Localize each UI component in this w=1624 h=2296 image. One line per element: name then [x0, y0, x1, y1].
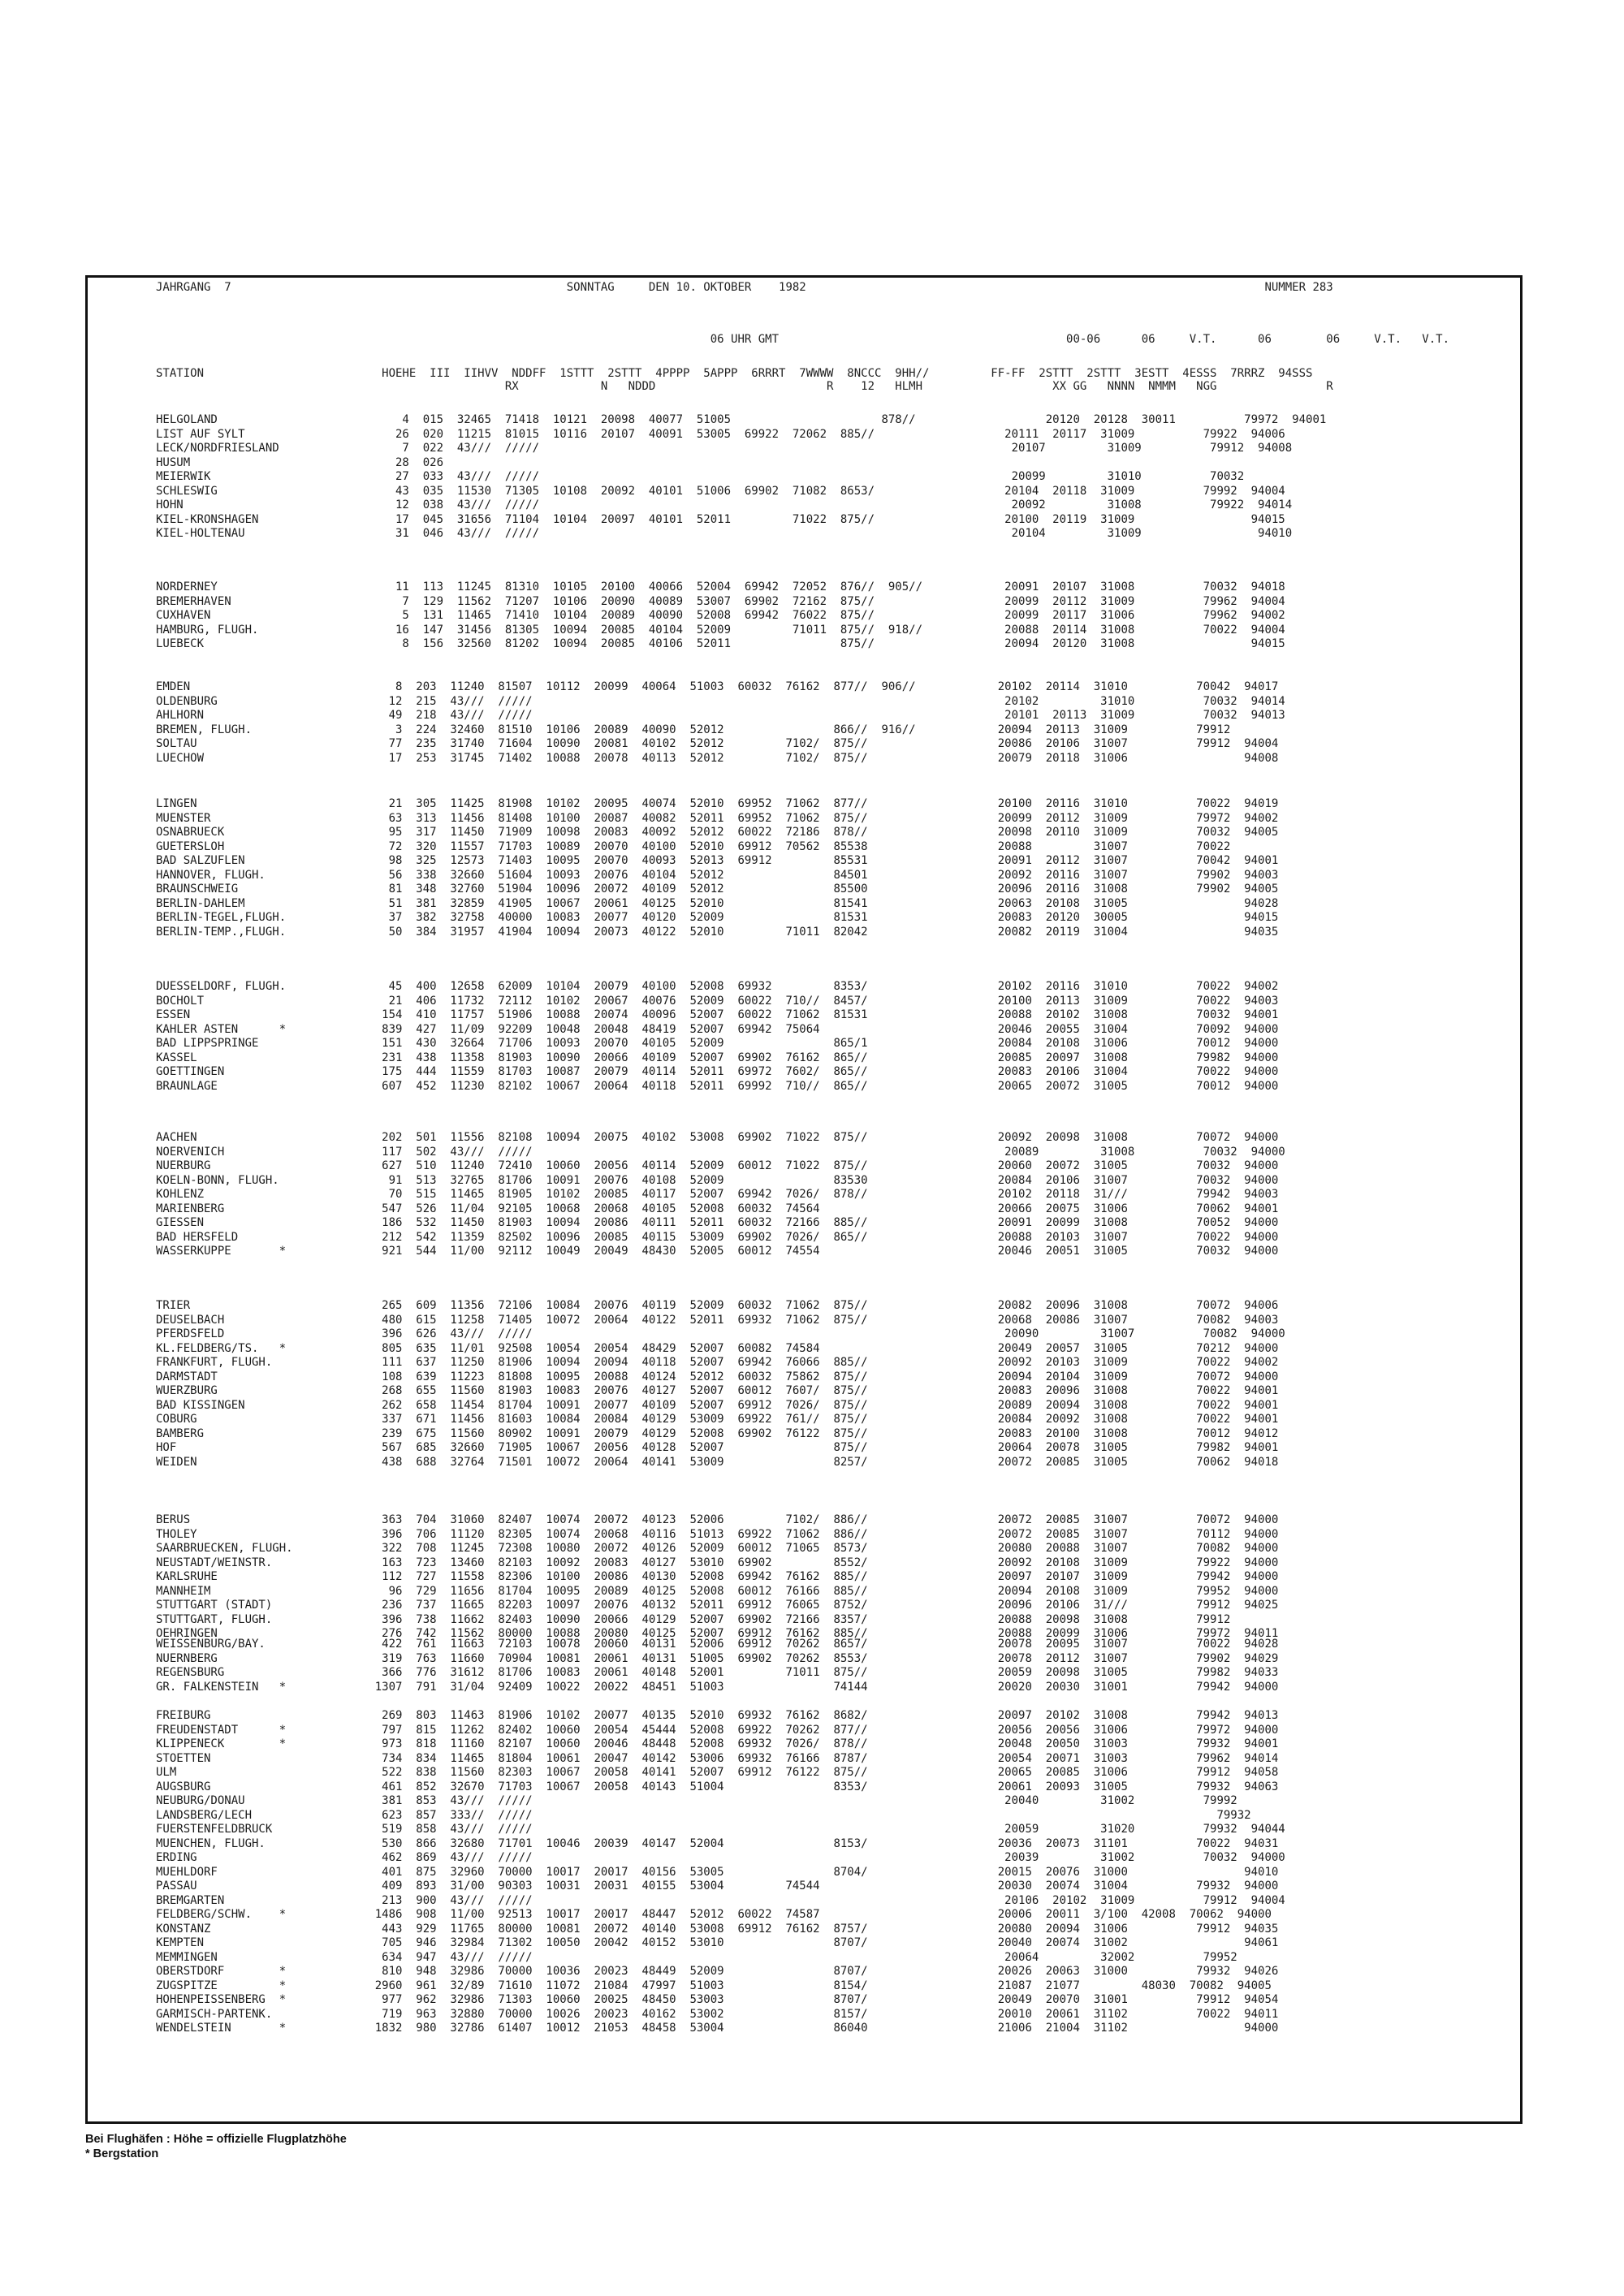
- station-row: KASSEL 231 438 11358 81903 10090 20066 40109 52007 69902 76162 865// 20085 20097 31008 79982 94000: [156, 1051, 1279, 1064]
- station-row: AACHEN 202 501 11556 82108 10094 20075 40102 53008 69902 71022 875// 20092 20098 31008 70072 94000: [156, 1131, 1279, 1144]
- station-row: EMDEN 8 203 11240 81507 10112 20099 40064 51003 60032 76162 877// 906// 20102 20114 31010 70042 94017: [156, 680, 1279, 693]
- column-subheader-line: RX N NDDD R 12 HLMH XX GG NNNN NMMM NGG R: [156, 380, 1333, 393]
- station-row: ZUGSPITZE * 2960 961 32/89 71610 11072 21084 47997 51003 8154/ 21087 21077 48030 70082 94005: [156, 1979, 1272, 1992]
- station-row: HOHN 12 038 43/// ///// 20092 31008 79922 94014: [156, 498, 1293, 511]
- station-row: BAD LIPPSPRINGE 151 430 32664 71706 10093 20070 40105 52009 865/1 20084 20108 31006 70012 94000: [156, 1037, 1279, 1050]
- station-row: MARIENBERG 547 526 11/04 92105 10068 20068 40105 52008 60032 74564 20066 20075 31006 70062 94001: [156, 1202, 1279, 1215]
- station-row: MANNHEIM 96 729 11656 81704 10095 20089 40125 52008 60012 76166 885// 20094 20108 31009 79952 94000: [156, 1584, 1279, 1598]
- station-row: WENDELSTEIN * 1832 980 32786 61407 10012 21053 48458 53004 86040 21006 21004 31102 94000: [156, 2022, 1279, 2035]
- station-row: SOLTAU 77 235 31740 71604 10090 20081 40102 52012 7102/ 875// 20086 20106 31007 79912 94004: [156, 737, 1279, 750]
- station-row: KIEL-HOLTENAU 31 046 43/// ///// 20104 31009 94010: [156, 527, 1293, 540]
- footer-notes: [85, 2132, 347, 2161]
- station-row: BRAUNLAGE 607 452 11230 82102 10067 20064 40118 52011 69992 710// 865// 20065 20072 31005 70012 94000: [156, 1079, 1279, 1093]
- station-row: OEHRINGEN 276 742 11562 80000 10088 20080 40125 52007 69912 76162 885// 20088 20099 31006 79972 94011: [156, 1627, 1279, 1640]
- station-row: WEIDEN 438 688 32764 71501 10072 20064 40141 53009 8257/ 20072 20085 31005 70062 94018: [156, 1455, 1279, 1469]
- station-row: KAHLER ASTEN * 839 427 11/09 92209 10048 20048 48419 52007 69942 75064 20046 20055 31004 70092 94000: [156, 1022, 1279, 1036]
- station-row: BREMERHAVEN 7 129 11562 71207 10106 20090 40089 53007 69902 72162 875// 20099 20112 31009 79962 94004: [156, 594, 1285, 608]
- station-row: FREUDENSTADT * 797 815 11262 82402 10060 20054 45444 52008 69922 70262 877// 20056 20056 31006 79972 94000: [156, 1723, 1279, 1737]
- report-header-line: JAHRGANG 7 SONNTAG DEN 10. OKTOBER 1982 NUMMER 283: [156, 281, 1333, 294]
- station-row: NUERNBERG 319 763 11660 70904 10081 20061 40131 51005 69902 70262 8553/ 20078 20112 31007 79902 94029: [156, 1651, 1279, 1665]
- station-row: HUSUM 28 026: [156, 455, 444, 469]
- station-row: BERLIN-TEMP.,FLUGH. 50 384 31957 41904 10094 20073 40122 52010 71011 82042 20082 20119 31004 94035: [156, 925, 1279, 939]
- station-row: GUETERSLOH 72 320 11557 71703 10089 20070 40100 52010 69912 70562 85538 20088 31007 70022: [156, 839, 1231, 853]
- station-row: GARMISCH-PARTENK. 719 963 32880 70000 10026 20023 40162 53002 8157/ 20010 20061 31102 70022 94011: [156, 2007, 1279, 2021]
- station-row: LANDSBERG/LECH 623 857 333// ///// 79932: [156, 1808, 1251, 1822]
- station-row: BAD KISSINGEN 262 658 11454 81704 10091 20077 40109 52007 69912 7026/ 875// 20089 20094 31008 70022 94001: [156, 1398, 1279, 1412]
- station-row: BAMBERG 239 675 11560 80902 10091 20079 40129 52008 69902 76122 875// 20083 20100 31008 70012 94012: [156, 1426, 1279, 1440]
- station-row: BOCHOLT 21 406 11732 72112 10102 20067 40076 52009 60022 710// 8457/ 20100 20113 31009 70022 94003: [156, 994, 1279, 1008]
- station-row: OSNABRUECK 95 317 11450 71909 10098 20083 40092 52012 60022 72186 878// 20098 20110 31009 70032 94005: [156, 826, 1279, 839]
- station-row: NUERBURG 627 510 11240 72410 10060 20056 40114 52009 60012 71022 875// 20060 20072 31005 70032 94000: [156, 1159, 1279, 1172]
- station-row: MEMMINGEN 634 947 43/// ///// 20064 32002 79952: [156, 1950, 1237, 1964]
- station-row: WEISSENBURG/BAY. 422 761 11663 72103 10078 20060 40131 52006 69912 70262 8657/ 20078 20095 31007 70022 94028: [156, 1638, 1279, 1651]
- station-row: LIST AUF SYLT 26 020 11215 81015 10116 20107 40091 53005 69922 72062 885// 20111 20117 31009 79922 94006: [156, 427, 1285, 441]
- station-row: MUENCHEN, FLUGH. 530 866 32680 71701 10046 20039 40147 52004 8153/ 20036 20073 31101 70022 94031: [156, 1836, 1279, 1850]
- station-row: GIESSEN 186 532 11450 81903 10094 20086 40111 52011 60032 72166 885// 20091 20099 31008 70052 94000: [156, 1216, 1279, 1229]
- station-row: AHLHORN 49 218 43/// ///// 20101 20113 31009 70032 94013: [156, 709, 1285, 722]
- station-row: MUENSTER 63 313 11456 81408 10100 20087 40082 52011 69952 71062 875// 20099 20112 31009 79972 94002: [156, 811, 1279, 825]
- station-row: BERUS 363 704 31060 82407 10074 20072 40123 52006 7102/ 886// 20072 20085 31007 70072 94000: [156, 1513, 1279, 1526]
- station-row: OLDENBURG 12 215 43/// ///// 20102 31010 70032 94014: [156, 694, 1285, 708]
- station-row: GR. FALKENSTEIN * 1307 791 31/04 92409 10022 20022 48451 51003 74144 20020 20030 31001 79942 94000: [156, 1680, 1279, 1694]
- column-header-line: STATION HOEHE III IIHVV NDDFF 1STTT 2STTT 4PPPP 5APPP 6RRRT 7WWWW 8NCCC 9HH// FF-FF 2STTT 2STTT 3ESTT 4ESSS 7RRRZ 94SSS: [156, 367, 1313, 380]
- station-row: WUERZBURG 268 655 11560 81903 10083 20076 40127 52007 60012 7607/ 875// 20083 20096 31008 70022 94001: [156, 1384, 1279, 1397]
- station-row: MEIERWIK 27 033 43/// ///// 20099 31010 70032: [156, 470, 1245, 483]
- station-row: PFERDSFELD 396 626 43/// ///// 20090 31007 70082 94000: [156, 1327, 1285, 1340]
- station-row: DUESSELDORF, FLUGH. 45 400 12658 62009 10104 20079 40100 52008 69932 8353/ 20102 20116 31010 70022 94002: [156, 980, 1279, 993]
- station-row: SCHLESWIG 43 035 11530 71305 10108 20092 40101 51006 69902 71082 8653/ 20104 20118 31009 79992 94004: [156, 484, 1285, 498]
- station-row: LUECHOW 17 253 31745 71402 10088 20078 40113 52012 7102/ 875// 20079 20118 31006 94008: [156, 751, 1279, 765]
- station-row: KOELN-BONN, FLUGH. 91 513 32765 81706 10091 20076 40108 52009 83530 20084 20106 31007 70032 94000: [156, 1173, 1279, 1187]
- station-row: BREMEN, FLUGH. 3 224 32460 81510 10106 20089 40090 52012 866// 916// 20094 20113 31009 79912: [156, 723, 1231, 736]
- footer-note-airports: Bei Flughäfen : Höhe = offizielle Flugplatzhöhe: [85, 2133, 347, 2146]
- station-row: DEUSELBACH 480 615 11258 71405 10072 20064 40122 52011 69932 71062 875// 20068 20086 31007 70082 94003: [156, 1313, 1279, 1327]
- station-row: ESSEN 154 410 11757 51906 10088 20074 40096 52007 60022 71062 81531 20088 20102 31008 70032 94001: [156, 1008, 1279, 1021]
- station-row: NEUSTADT/WEINSTR. 163 723 13460 82103 10092 20083 40127 53010 69902 8552/ 20092 20108 31009 79922 94000: [156, 1556, 1279, 1569]
- station-row: TRIER 265 609 11356 72106 10084 20076 40119 52009 60032 71062 875// 20082 20096 31008 70072 94006: [156, 1299, 1279, 1312]
- station-row: BERLIN-TEGEL,FLUGH. 37 382 32758 40000 10083 20077 40120 52009 81531 20083 20120 30005 94015: [156, 911, 1279, 924]
- station-row: LECK/NORDFRIESLAND 7 022 43/// ///// 20107 31009 79912 94008: [156, 442, 1293, 455]
- station-row: HAMBURG, FLUGH. 16 147 31456 81305 10094 20085 40104 52009 71011 875// 918// 20088 20114 31008 70022 94004: [156, 623, 1285, 637]
- station-row: STUTTGART (STADT) 236 737 11665 82203 10097 20076 40132 52011 69912 76065 8752/ 20096 20106 31/// 79912 94025: [156, 1599, 1279, 1612]
- station-row: BAD HERSFELD 212 542 11359 82502 10096 20085 40115 53009 69902 7026/ 865// 20088 20103 31007 70022 94000: [156, 1230, 1279, 1244]
- station-row: FREIBURG 269 803 11463 81906 10102 20077 40135 52010 69932 76162 8682/ 20097 20102 31008 79942 94013: [156, 1709, 1279, 1722]
- station-row: BRAUNSCHWEIG 81 348 32760 51904 10096 20072 40109 52012 85500 20096 20116 31008 79902 94005: [156, 883, 1279, 896]
- station-row: STOETTEN 734 834 11465 81804 10061 20047 40142 53006 69932 76166 8787/ 20054 20071 31003 79962 94014: [156, 1751, 1279, 1765]
- station-row: KONSTANZ 443 929 11765 80000 10081 20072 40140 53008 69912 76162 8757/ 20080 20094 31006 79912 94035: [156, 1922, 1279, 1936]
- station-row: SAARBRUECKEN, FLUGH. 322 708 11245 72308 10080 20072 40126 52009 60012 71065 8573/ 20080 20088 31007 70082 94000: [156, 1542, 1279, 1555]
- station-row: BAD SALZUFLEN 98 325 12573 71403 10095 20070 40093 52013 69912 85531 20091 20112 31007 70042 94001: [156, 854, 1279, 867]
- station-row: AUGSBURG 461 852 32670 71703 10067 20058 40143 51004 8353/ 20061 20093 31005 79932 94063: [156, 1780, 1279, 1793]
- station-row: COBURG 337 671 11456 81603 10084 20084 40129 53009 69922 761// 875// 20084 20092 31008 70022 94001: [156, 1413, 1279, 1426]
- station-row: ERDING 462 869 43/// ///// 20039 31002 70032 94000: [156, 1851, 1285, 1864]
- station-row: WASSERKUPPE * 921 544 11/00 92112 10049 20049 48430 52005 60012 74554 20046 20051 31005 70032 94000: [156, 1245, 1279, 1258]
- station-row: HOF 567 685 32660 71905 10067 20056 40128 52007 875// 20064 20078 31005 79982 94001: [156, 1441, 1279, 1454]
- station-row: NORDERNEY 11 113 11245 81310 10105 20100 40066 52004 69942 72052 876// 905// 20091 20107 31008 70032 94018: [156, 580, 1285, 593]
- station-row: DARMSTADT 108 639 11223 81808 10095 20088 40124 52012 60032 75862 875// 20094 20104 31009 70072 94000: [156, 1370, 1279, 1383]
- station-row: FRANKFURT, FLUGH. 111 637 11250 81906 10094 20094 40118 52007 69942 76066 885// 20092 20103 31009 70022 94002: [156, 1356, 1279, 1369]
- station-row: THOLEY 396 706 11120 82305 10074 20068 40116 51013 69922 71062 886// 20072 20085 31007 70112 94000: [156, 1527, 1279, 1541]
- station-row: OBERSTDORF * 810 948 32986 70000 10036 20023 48449 52009 8707/ 20026 20063 31000 79932 94026: [156, 1965, 1279, 1978]
- station-row: KARLSRUHE 112 727 11558 82306 10100 20086 40130 52008 69942 76162 885// 20097 20107 31009 79942 94000: [156, 1570, 1279, 1583]
- station-row: MUEHLDORF 401 875 32960 70000 10017 20017 40156 53005 8704/ 20015 20076 31000 94010: [156, 1865, 1279, 1879]
- station-row: KLIPPENECK * 973 818 11160 82107 10060 20046 48448 52008 69932 7026/ 878// 20048 20050 31003 79932 94001: [156, 1737, 1279, 1750]
- station-row: BERLIN-DAHLEM 51 381 32859 41905 10067 20061 40125 52010 81541 20063 20108 31005 94028: [156, 896, 1279, 910]
- station-row: KOHLENZ 70 515 11465 81905 10102 20085 40117 52007 69942 7026/ 878// 20102 20118 31/// 79942 94003: [156, 1188, 1279, 1201]
- footer-note-mountain-station: * Bergstation: [85, 2147, 159, 2160]
- station-row: HOHENPEISSENBERG * 977 962 32986 71303 10060 20025 48450 53003 8707/ 20049 20070 31001 79912 94054: [156, 1993, 1279, 2006]
- station-row: HANNOVER, FLUGH. 56 338 32660 51604 10093 20076 40104 52012 84501 20092 20116 31007 79902 94003: [156, 868, 1279, 882]
- station-row: HELGOLAND 4 015 32465 71418 10121 20098 40077 51005 878// 20120 20128 30011 79972 94001: [156, 413, 1327, 426]
- station-row: NOERVENICH 117 502 43/// ///// 20089 31008 70032 94000: [156, 1145, 1285, 1159]
- station-row: BREMGARTEN 213 900 43/// ///// 20106 20102 31009 79912 94004: [156, 1893, 1285, 1907]
- station-row: KL.FELDBERG/TS. * 805 635 11/01 92508 10054 20054 48429 52007 60082 74584 20049 20057 31005 70212 94000: [156, 1341, 1279, 1355]
- station-row: LUEBECK 8 156 32560 81202 10094 20085 40106 52011 875// 20094 20120 31008 94015: [156, 637, 1285, 650]
- time-header-line: 06 UHR GMT 00-06 06 V.T. 06 06 V.T. V.T.: [156, 333, 1450, 346]
- station-row: CUXHAVEN 5 131 11465 71410 10104 20089 40090 52008 69942 76022 875// 20099 20117 31006 79962 94002: [156, 609, 1285, 622]
- station-row: STUTTGART, FLUGH. 396 738 11662 82403 10090 20066 40129 52007 69902 72166 8357/ 20088 20098 31008 79912: [156, 1612, 1231, 1626]
- station-row: ULM 522 838 11560 82303 10067 20058 40141 52007 69912 76122 875// 20065 20085 31006 79912 94058: [156, 1766, 1279, 1779]
- station-row: LINGEN 21 305 11425 81908 10102 20095 40074 52010 69952 71062 877// 20100 20116 31010 70022 94019: [156, 797, 1279, 810]
- station-row: PASSAU 409 893 31/00 90303 10031 20031 40155 53004 74544 20030 20074 31004 79932 94000: [156, 1880, 1279, 1892]
- station-row: NEUBURG/DONAU 381 853 43/// ///// 20040 31002 79992: [156, 1794, 1237, 1807]
- station-row: KIEL-KRONSHAGEN 17 045 31656 71104 10104 20097 40101 52011 71022 875// 20100 20119 31009 94015: [156, 512, 1285, 526]
- station-row: REGENSBURG 366 776 31612 81706 10083 20061 40148 52001 71011 875// 20059 20098 31005 79982 94033: [156, 1666, 1279, 1679]
- station-row: FELDBERG/SCHW. * 1486 908 11/00 92513 10017 20017 48447 52012 60022 74587 20006 20011 3/100 42008 70062 94000: [156, 1908, 1272, 1921]
- station-row: FUERSTENFELDBRUCK 519 858 43/// ///// 20059 31020 79932 94044: [156, 1823, 1285, 1836]
- station-row: GOETTINGEN 175 444 11559 81703 10087 20079 40114 52011 69972 7602/ 865// 20083 20106 31004 70022 94000: [156, 1065, 1279, 1078]
- station-row: KEMPTEN 705 946 32984 71302 10050 20042 40152 53010 8707/ 20040 20074 31002 94061: [156, 1936, 1279, 1949]
